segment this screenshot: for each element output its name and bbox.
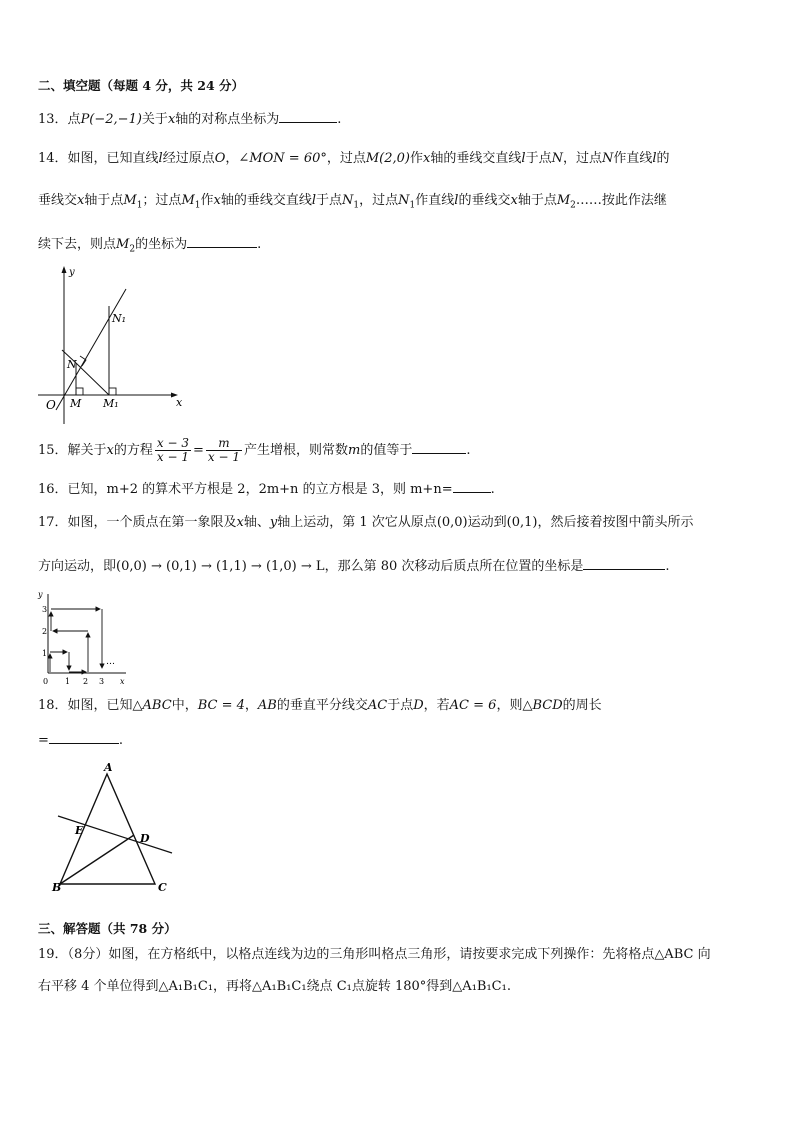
question-18-line1: 18．如图，已知△ABC中，BC = 4，AB的垂直平分线交AC于点D，若AC = 6，则△BCD的周长 [38,698,602,713]
xtick-1: 1 [65,677,71,686]
point-d-label: D [140,832,150,845]
x-axis-label: x [120,677,125,686]
answer-blank[interactable] [412,441,466,454]
figure-q18-triangle [48,760,178,895]
question-16: 16．已知，m+2 的算术平方根是 2，2m+n 的立方根是 3，则 m+n= . [38,482,495,497]
point-m-label: M [70,397,82,410]
fraction-right: $\frac{m}{x - 1}$ [207,436,240,464]
xtick-3: 3 [99,677,105,686]
vertex-c-label: C [158,881,167,894]
x-axis-label: x [176,396,183,409]
answer-blank[interactable] [187,235,257,248]
question-14-line3: 续下去，则点$M_2$的坐标为 . [38,237,262,255]
ytick-1: 1 [42,649,48,658]
ytick-2: 2 [42,627,48,636]
figure-q17-particle-path [36,588,136,688]
y-axis-label: y [38,590,43,599]
point-m1-label: M₁ [103,397,119,410]
answer-blank[interactable] [453,480,491,493]
vertex-a-label: A [104,761,113,774]
continuation-dots: … [106,657,115,667]
section-title-solutions: 三、解答题（共 78 分） [38,921,177,936]
question-18-line2: = . [38,733,124,748]
question-19-line1: 19．（8分）如图，在方格纸中，以格点连线为边的三角形叫格点三角形，请按要求完成下列操作：先将格点△ABC 向 [38,947,711,962]
xtick-2: 2 [83,677,89,686]
point-e-label: E [75,824,84,837]
figure-q14-perpendicular-construction [36,264,196,426]
question-17-line2: 方向运动，即(0,0) → (0,1) → (1,1) → (1,0) → L，那么第 80 次移动后质点所在位置的坐标是 . [38,559,670,574]
ytick-3: 3 [42,605,48,614]
answer-blank[interactable] [279,110,337,123]
question-14-line1: 14．如图，已知直线l经过原点O，∠MON = 60°，过点M(2,0)作x轴的垂线交直线l于点N，过点N作直线l的 [38,151,670,166]
answer-blank[interactable] [49,731,119,744]
origin-label: O [46,398,56,412]
question-13: 13．点P(−2,−1)关于x轴的对称点坐标为 . [38,112,342,127]
section-title-fill-in: 二、填空题（每题 4 分，共 24 分） [38,78,245,93]
point-n1-label: N₁ [112,312,127,325]
question-15: 15．解关于x的方程 $\frac{x - 3}{x - 1}$ = $\frac{m}{x - 1}$ 产生增根，则常数m的值等于 . [38,436,471,464]
question-14-line2: 垂线交x轴于点$M_1$；过点$M_1$作x轴的垂线交直线l于点$N_1$，过点$N_1$作直线l的垂线交x轴于点$M_2\dots\dots$按此作法继 [38,193,667,211]
fraction-left: $\frac{x - 3}{x - 1}$ [156,436,189,464]
question-17-line1: 17．如图，一个质点在第一象限及x轴、y轴上运动，第 1 次它从原点(0,0)运动到(0,1)，然后接着按图中箭头所示 [38,515,694,530]
point-n-label: N [67,358,77,371]
question-19-line2: 右平移 4 个单位得到△A₁B₁C₁，再将△A₁B₁C₁绕点 C₁点旋转 180°得到△A₁B₁C₁. [38,979,511,994]
y-axis-label: y [69,267,75,278]
vertex-b-label: B [52,881,62,894]
answer-blank[interactable] [583,557,665,570]
xtick-0: 0 [43,677,49,686]
